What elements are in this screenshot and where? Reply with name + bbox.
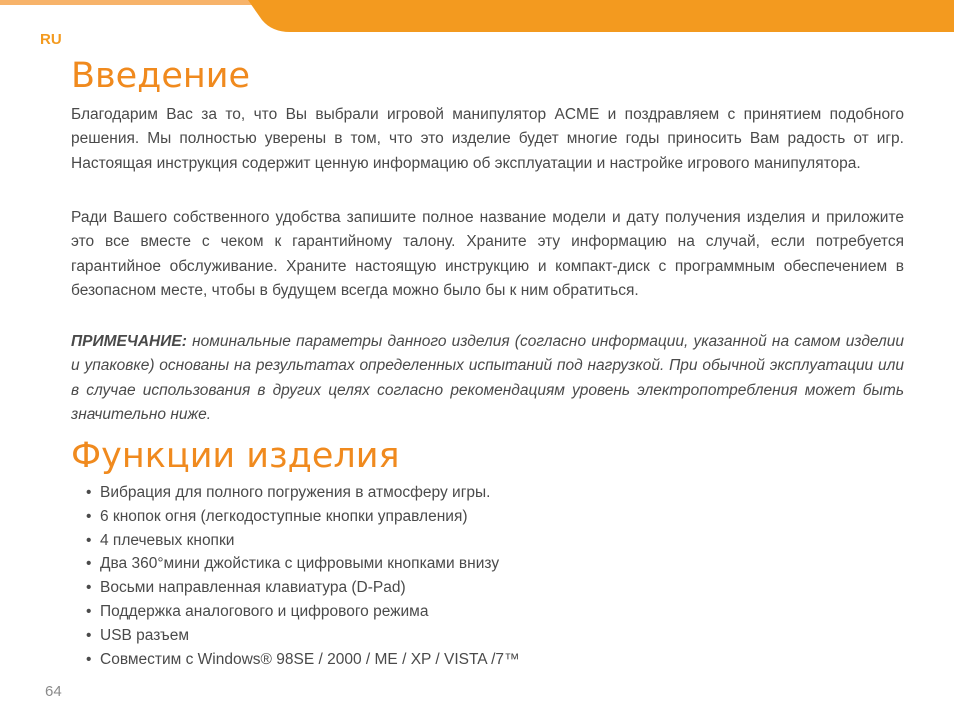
- feature-item: [86, 648, 520, 672]
- bullet-icon: •: [86, 650, 92, 668]
- feature-text: 4 плечевых кнопки: [100, 531, 235, 549]
- feature-text: Совместим с Windows® 98SE / 2000 / ME / XP / VISTA /7™: [100, 650, 520, 668]
- feature-text: Восьми направленная клавиатура (D-Pad): [100, 579, 406, 597]
- bullet-icon: •: [86, 484, 92, 501]
- feature-item: [86, 552, 520, 576]
- note-label: ПРИМЕЧАНИЕ:: [71, 333, 187, 350]
- bullet-icon: •: [86, 555, 92, 573]
- features-list: [86, 481, 520, 671]
- header-orange-band: [0, 0, 954, 34]
- intro-heading: Введение: [71, 56, 251, 96]
- page-number: 64: [45, 683, 62, 700]
- feature-item: [86, 481, 520, 505]
- note-text: номинальные параметры данного изделия (согласно информации, указанной на самом изделии и упаковке) основаны на результатах определенных испытаний под нагрузкой. При обычной эксплуатации или в случае использования в других целях согласно рекомендациям уровень электропотребления может быть значительно ниже.: [71, 333, 904, 423]
- bullet-icon: •: [86, 626, 92, 644]
- intro-paragraph-1: Благодарим Вас за то, что Вы выбрали игровой манипулятор ACME и поздравляем с принятием подобного решения. Мы полностью уверены в том, что это изделие будет многие годы приносить Вам радость от игр. Настоящая инструкция содержит ценную информацию об эксплуатации и настройке игрового манипулятора.: [71, 106, 904, 172]
- feature-item: [86, 529, 520, 553]
- features-heading: Функции изделия: [71, 436, 400, 476]
- feature-item: [86, 576, 520, 600]
- bullet-icon: •: [86, 531, 92, 549]
- note-paragraph: [71, 330, 904, 427]
- feature-text: USB разъем: [100, 626, 189, 644]
- feature-text: 6 кнопок огня (легкодоступные кнопки управления): [100, 507, 468, 525]
- feature-text: Вибрация для полного погружения в атмосферу игры.: [100, 484, 491, 501]
- bullet-icon: •: [86, 602, 92, 620]
- bullet-icon: •: [86, 507, 92, 525]
- feature-text: Два 360°мини джойстика с цифровыми кнопками внизу: [100, 555, 500, 573]
- feature-item: [86, 624, 520, 648]
- intro-paragraph-2: Ради Вашего собственного удобства запишите полное название модели и дату получения изделия и приложите это все вместе с чеком к гарантийному талону. Храните эту информацию на случай, если потребуется гарантийное обслуживание. Храните настоящую инструкцию и компакт-диск с программным обеспечением в безопасном месте, чтобы в будущем всегда можно было бы к ним обратиться.: [71, 209, 904, 299]
- bullet-icon: •: [86, 579, 92, 597]
- language-label: RU: [40, 31, 62, 48]
- feature-text: Поддержка аналогового и цифрового режима: [100, 602, 429, 620]
- feature-item: [86, 600, 520, 624]
- feature-item: [86, 505, 520, 529]
